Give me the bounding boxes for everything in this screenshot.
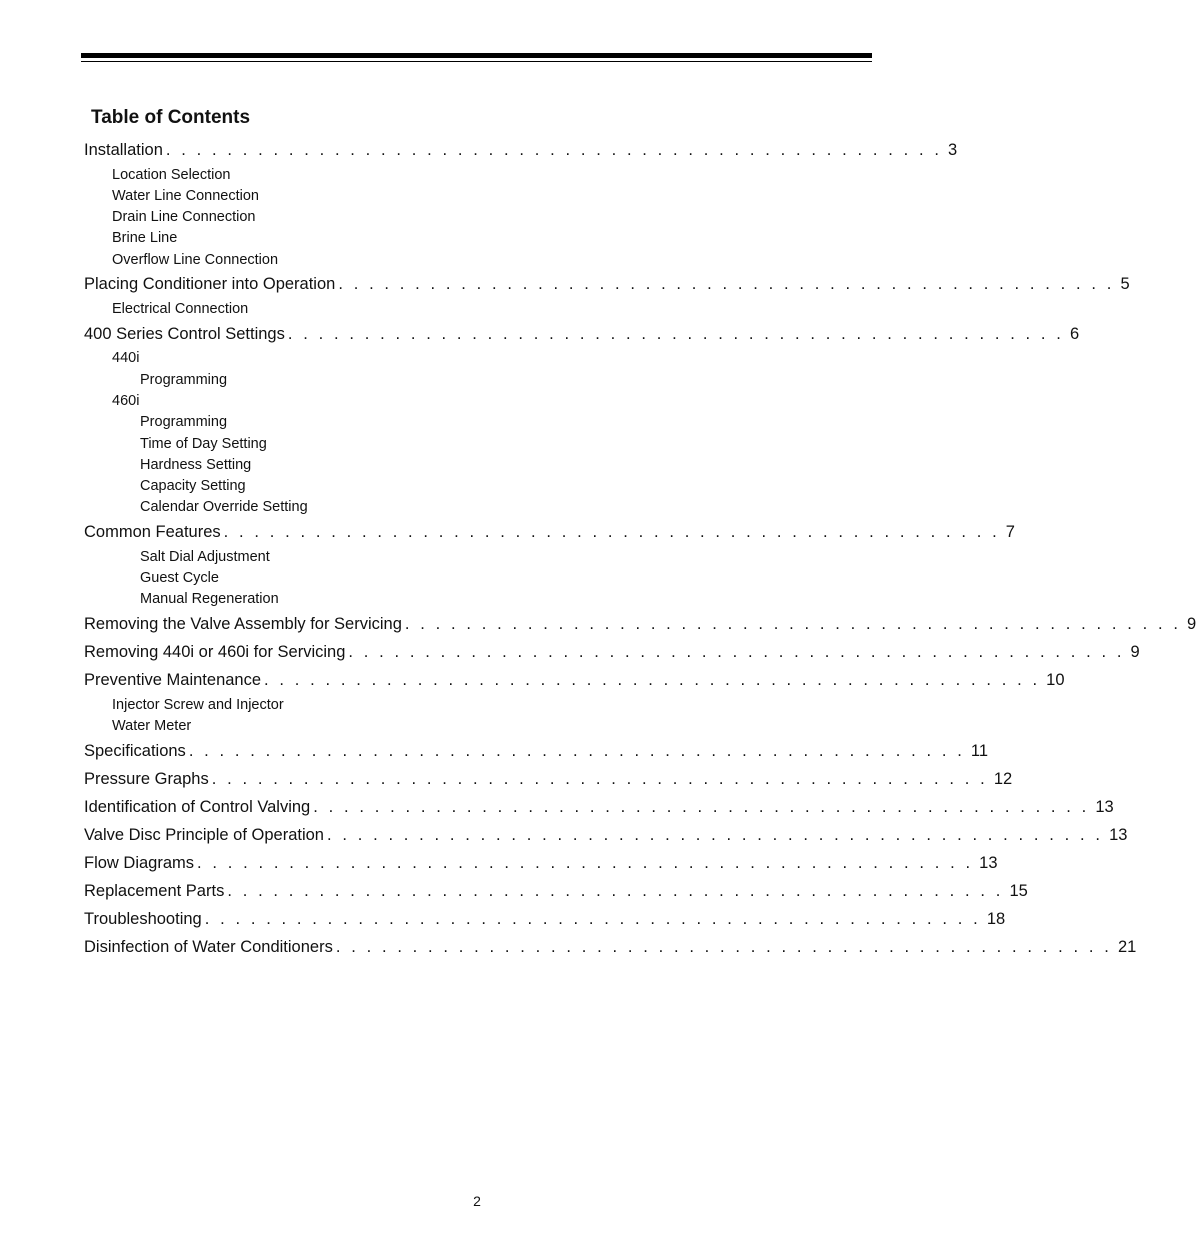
toc-entry-identification[interactable] <box>84 796 1114 818</box>
toc-entry-label: Identification of Control Valving <box>84 798 311 816</box>
toc-subsubitem[interactable]: Calendar Override Setting <box>140 499 308 515</box>
toc-entry-troubleshooting[interactable] <box>84 908 1006 930</box>
toc-entry-page: 5 <box>1120 275 1130 293</box>
toc-entry-label: 400 Series Control Settings <box>84 325 285 343</box>
toc-entry-page: 21 <box>1117 938 1137 956</box>
toc-entry-page: 13 <box>979 854 998 872</box>
dot-leader: . . . . . . . . . . . . . . . . . . . . . . . . . . . . . . . . . . . . . . . . . . . . . . . . . . . <box>335 938 1112 956</box>
toc-entry-page: 10 <box>1046 671 1065 689</box>
dot-leader: . . . . . . . . . . . . . . . . . . . . . . . . . . . . . . . . . . . . . . . . . . . . . . . . . . . <box>227 882 1004 900</box>
toc-entry-disinfection[interactable] <box>84 936 1137 958</box>
dot-leader: . . . . . . . . . . . . . . . . . . . . . . . . . . . . . . . . . . . . . . . . . . . . . . . . . . . <box>204 910 981 928</box>
header-rule-thin <box>81 61 872 62</box>
toc-title: Table of Contents <box>91 107 251 128</box>
toc-entry-label: Disinfection of Water Conditioners <box>84 938 333 956</box>
toc-entry-label: Common Features <box>84 523 221 541</box>
toc-subitem[interactable]: Location Selection <box>112 167 231 183</box>
toc-entry-page: 13 <box>1109 826 1128 844</box>
header-rule-thick <box>81 53 872 58</box>
dot-leader: . . . . . . . . . . . . . . . . . . . . . . . . . . . . . . . . . . . . . . . . . . . . . . . . . . . <box>264 671 1041 689</box>
toc-subitem-460i[interactable]: 460i <box>112 393 140 409</box>
toc-subitem[interactable]: Drain Line Connection <box>112 209 256 225</box>
toc-entry-page: 9 <box>1187 615 1196 633</box>
dot-leader: . . . . . . . . . . . . . . . . . . . . . . . . . . . . . . . . . . . . . . . . . . . . . . . . . . . <box>326 826 1104 844</box>
toc-entry-label: Preventive Maintenance <box>84 671 262 689</box>
toc-entry-removing-controller[interactable] <box>84 641 1140 663</box>
toc-entry-placing-conditioner[interactable] <box>84 273 1130 295</box>
toc-subsubitem[interactable]: Programming <box>140 414 228 430</box>
toc-subitem[interactable]: Injector Screw and Injector <box>112 697 284 713</box>
toc-entry-pressure-graphs[interactable] <box>84 768 1013 790</box>
toc-entry-common-features[interactable] <box>84 521 1015 543</box>
dot-leader: . . . . . . . . . . . . . . . . . . . . . . . . . . . . . . . . . . . . . . . . . . . . . . . . . . . <box>313 798 1090 816</box>
toc-subitem[interactable]: Water Line Connection <box>112 188 259 204</box>
toc-subitem[interactable]: Electrical Connection <box>112 301 249 317</box>
toc-subitem[interactable]: Overflow Line Connection <box>112 252 279 268</box>
toc-entry-specifications[interactable] <box>84 740 989 762</box>
toc-entry-page: 18 <box>986 910 1006 928</box>
toc-entry-label: Valve Disc Principle of Operation <box>84 826 324 844</box>
toc-entry-installation[interactable] <box>84 139 958 161</box>
toc-subsubitem[interactable]: Manual Regeneration <box>140 591 279 607</box>
toc-subsubitem[interactable]: Hardness Setting <box>140 457 252 473</box>
toc-subsubitem[interactable]: Capacity Setting <box>140 478 246 494</box>
toc-subsubitem[interactable]: Time of Day Setting <box>140 436 267 452</box>
dot-leader: . . . . . . . . . . . . . . . . . . . . . . . . . . . . . . . . . . . . . . . . . . . . . . . . . . . <box>223 523 1000 541</box>
dot-leader: . . . . . . . . . . . . . . . . . . . . . . . . . . . . . . . . . . . . . . . . . . . . . . . . . . . <box>197 854 974 872</box>
dot-leader: . . . . . . . . . . . . . . . . . . . . . . . . . . . . . . . . . . . . . . . . . . . . . . . . . . . <box>165 141 942 159</box>
dot-leader: . . . . . . . . . . . . . . . . . . . . . . . . . . . . . . . . . . . . . . . . . . . . . . . . . . . <box>211 770 988 788</box>
toc-entry-page: 13 <box>1095 798 1114 816</box>
toc-entry-label: Troubleshooting <box>84 910 202 928</box>
toc-entry-page: 6 <box>1069 325 1080 343</box>
toc-subsubitem[interactable]: Guest Cycle <box>140 570 219 586</box>
page-number: 2 <box>473 1193 481 1209</box>
toc-entry-label: Flow Diagrams <box>84 854 195 872</box>
toc-entry-page: 3 <box>948 141 958 159</box>
toc-entry-page: 9 <box>1130 643 1140 661</box>
toc-entry-replacement-parts[interactable] <box>84 880 1028 902</box>
toc-entry-label: Removing the Valve Assembly for Servicing <box>84 615 402 633</box>
toc-entry-label: Pressure Graphs <box>84 770 209 788</box>
toc-entry-page: 12 <box>993 770 1013 788</box>
toc-subitem[interactable]: Water Meter <box>112 718 192 734</box>
toc-entry-preventive-maintenance[interactable] <box>84 669 1065 691</box>
dot-leader: . . . . . . . . . . . . . . . . . . . . . . . . . . . . . . . . . . . . . . . . . . . . . . . . . . . <box>348 643 1125 661</box>
toc-entry-control-settings[interactable] <box>84 323 1080 345</box>
toc-subsubitem[interactable]: Programming <box>140 372 228 388</box>
toc-entry-label: Installation <box>84 141 163 159</box>
toc-subitem-440i[interactable]: 440i <box>112 350 140 366</box>
toc-entry-label: Specifications <box>84 742 186 760</box>
toc-subitem[interactable]: Brine Line <box>112 230 178 246</box>
toc-entry-label: Replacement Parts <box>84 882 225 900</box>
toc-entry-page: 7 <box>1005 523 1015 541</box>
toc-entry-page: 11 <box>970 742 989 760</box>
dot-leader: . . . . . . . . . . . . . . . . . . . . . . . . . . . . . . . . . . . . . . . . . . . . . . . . . . . <box>338 275 1115 293</box>
dot-leader: . . . . . . . . . . . . . . . . . . . . . . . . . . . . . . . . . . . . . . . . . . . . . . . . . . . <box>404 615 1182 633</box>
toc-entry-removing-valve[interactable] <box>84 613 1196 635</box>
toc-entry-page: 15 <box>1009 882 1028 900</box>
dot-leader: . . . . . . . . . . . . . . . . . . . . . . . . . . . . . . . . . . . . . . . . . . . . . . . . . . . <box>188 742 965 760</box>
toc-entry-label: Removing 440i or 460i for Servicing <box>84 643 346 661</box>
toc-entry-flow-diagrams[interactable] <box>84 852 998 874</box>
toc-entry-valve-disc[interactable] <box>84 824 1128 846</box>
dot-leader: . . . . . . . . . . . . . . . . . . . . . . . . . . . . . . . . . . . . . . . . . . . . . . . . . . . <box>287 325 1064 343</box>
toc-subsubitem[interactable]: Salt Dial Adjustment <box>140 549 270 565</box>
toc-entry-label: Placing Conditioner into Operation <box>84 275 336 293</box>
